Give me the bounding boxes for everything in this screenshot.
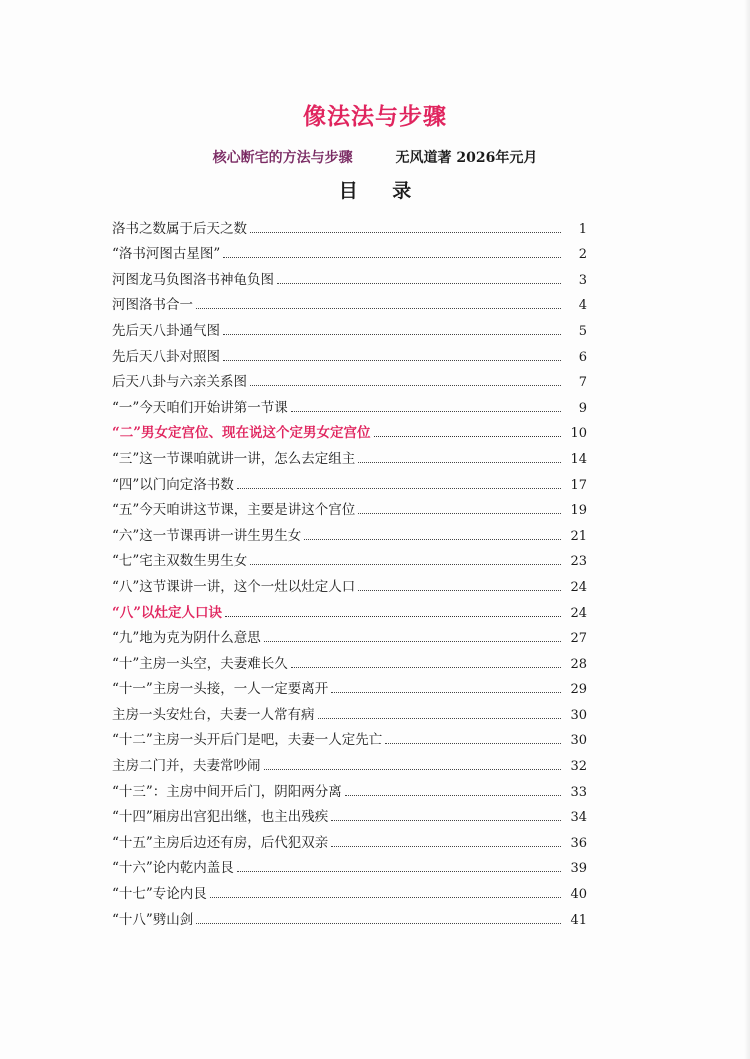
toc-leader-dots: [277, 283, 561, 284]
toc-entry-page-number: 24: [570, 579, 587, 595]
toc-entry-title: “九”地为克为阴什么意思: [112, 630, 261, 647]
toc-entry[interactable]: [112, 774, 587, 800]
toc-leader-dots: [250, 385, 561, 386]
toc-entry-title: “十四”厢房出宫犯出继，也主出残疾: [112, 809, 329, 826]
toc-leader-dots: [223, 257, 561, 258]
toc-heading: 目 录: [338, 180, 426, 202]
toc-leader-dots: [223, 334, 561, 335]
toc-entry-page-number: 4: [578, 298, 587, 314]
toc-entry-title: “十七”专论内艮: [112, 886, 207, 903]
toc-entry-page-number: 17: [570, 477, 587, 493]
toc-leader-dots: [264, 769, 562, 770]
toc-entry[interactable]: [112, 748, 587, 774]
toc-entry-title: “洛书河图古星图”: [112, 246, 221, 263]
toc-entry-page-number: 34: [570, 810, 587, 826]
toc-entry[interactable]: [112, 646, 587, 672]
toc-entry[interactable]: [112, 493, 587, 519]
toc-entry[interactable]: [112, 825, 587, 851]
toc-leader-dots: [331, 692, 561, 693]
toc-entry[interactable]: [112, 288, 587, 314]
table-of-contents: [112, 211, 587, 928]
toc-entry[interactable]: [112, 518, 587, 544]
toc-leader-dots: [196, 308, 561, 309]
toc-entry-title: 主房一头安灶台，夫妻一人常有病: [112, 706, 315, 723]
toc-entry-page-number: 24: [570, 605, 587, 621]
toc-entry-title: “三”这一节课咱就讲一讲，怎么去定组主: [112, 450, 356, 467]
toc-entry-title: “八”以灶定人口诀: [112, 604, 223, 621]
toc-entry-page-number: 33: [570, 784, 587, 800]
toc-entry-title: 洛书之数属于后天之数: [112, 220, 247, 237]
toc-leader-dots: [345, 795, 561, 796]
toc-entry-page-number: 5: [578, 323, 587, 339]
toc-entry-title: “十一”主房一头接，一人一定要离开: [112, 681, 329, 698]
toc-leader-dots: [304, 539, 561, 540]
toc-entry-title: 先后天八卦对照图: [112, 348, 220, 365]
toc-entry[interactable]: [112, 339, 587, 365]
toc-entry-title: “五”今天咱讲这节课，主要是讲这个宫位: [112, 502, 356, 519]
toc-entry-page-number: 9: [578, 400, 587, 416]
toc-leader-dots: [225, 616, 561, 617]
toc-entry[interactable]: [112, 313, 587, 339]
toc-leader-dots: [331, 846, 561, 847]
toc-entry-page-number: 39: [570, 861, 587, 877]
toc-entry-title: “十五”主房后边还有房，后代犯双亲: [112, 834, 329, 851]
toc-entry[interactable]: [112, 876, 587, 902]
toc-entry-page-number: 21: [570, 528, 587, 544]
document-title: 像法法与步骤: [303, 103, 447, 130]
toc-entry-title: 河图洛书合一: [112, 297, 193, 314]
toc-entry[interactable]: [112, 672, 587, 698]
toc-leader-dots: [331, 820, 561, 821]
toc-entry-title: 后天八卦与六亲关系图: [112, 374, 247, 391]
toc-leader-dots: [318, 718, 562, 719]
toc-entry[interactable]: [112, 416, 587, 442]
toc-entry[interactable]: [112, 595, 587, 621]
toc-entry[interactable]: [112, 800, 587, 826]
page-edge-shadow: [744, 0, 750, 1059]
toc-entry[interactable]: [112, 544, 587, 570]
toc-entry-page-number: 30: [570, 733, 587, 749]
toc-entry-page-number: 19: [570, 503, 587, 519]
toc-entry-title: “十六”论内乾内盖艮: [112, 860, 234, 877]
toc-entry[interactable]: [112, 902, 587, 928]
toc-leader-dots: [291, 411, 561, 412]
toc-entry-page-number: 1: [578, 221, 587, 237]
toc-entry-page-number: 27: [570, 631, 587, 647]
toc-leader-dots: [374, 436, 561, 437]
toc-entry[interactable]: [112, 697, 587, 723]
toc-entry[interactable]: [112, 723, 587, 749]
toc-entry-page-number: 7: [578, 375, 587, 391]
toc-entry-title: 先后天八卦通气图: [112, 322, 220, 339]
toc-entry-title: 主房二门并，夫妻常吵闹: [112, 758, 261, 775]
toc-entry[interactable]: [112, 467, 587, 493]
toc-leader-dots: [237, 488, 561, 489]
toc-entry-title: “十二”主房一头开后门是吧，夫妻一人定先亡: [112, 732, 383, 749]
toc-entry-title: “七”宅主双数生男生女: [112, 553, 248, 570]
toc-leader-dots: [358, 462, 561, 463]
toc-leader-dots: [210, 897, 561, 898]
document-subtitle: [0, 147, 750, 167]
toc-entry-title: “八”这节课讲一讲，这个一灶以灶定人口: [112, 578, 356, 595]
toc-entry-page-number: 23: [570, 554, 587, 570]
toc-entry-title: “四”以门向定洛书数: [112, 476, 234, 493]
toc-leader-dots: [385, 743, 561, 744]
toc-entry-page-number: 36: [570, 835, 587, 851]
toc-entry-page-number: 3: [578, 272, 587, 288]
toc-leader-dots: [358, 590, 561, 591]
toc-entry-page-number: 32: [570, 759, 587, 775]
subtitle-author-date: 无风道著 2026年元月: [395, 150, 538, 166]
toc-entry-page-number: 41: [570, 912, 587, 928]
toc-entry-title: “十”主房一头空，夫妻难长久: [112, 655, 288, 672]
toc-entry[interactable]: [112, 211, 587, 237]
toc-leader-dots: [358, 513, 561, 514]
toc-entry-page-number: 30: [570, 707, 587, 723]
toc-leader-dots: [250, 564, 561, 565]
toc-entry-page-number: 29: [570, 682, 587, 698]
toc-entry-title: “一”今天咱们开始讲第一节课: [112, 399, 288, 416]
toc-entry[interactable]: [112, 390, 587, 416]
toc-entry[interactable]: [112, 365, 587, 391]
toc-entry-page-number: 2: [578, 247, 587, 263]
toc-leader-dots: [291, 667, 561, 668]
toc-entry[interactable]: [112, 851, 587, 877]
toc-leader-dots: [196, 923, 561, 924]
toc-entry[interactable]: [112, 441, 587, 467]
toc-entry-page-number: 40: [570, 887, 587, 903]
toc-entry[interactable]: [112, 262, 587, 288]
toc-entry-page-number: 14: [570, 451, 587, 467]
toc-entry-page-number: 6: [578, 349, 587, 365]
toc-entry[interactable]: [112, 621, 587, 647]
toc-entry-title: “二”男女定宫位、现在说这个定男女定宫位: [112, 425, 371, 442]
toc-entry-page-number: 10: [570, 426, 587, 442]
toc-entry[interactable]: [112, 569, 587, 595]
toc-entry-title: 河图龙马负图洛书神龟负图: [112, 271, 274, 288]
toc-entry[interactable]: [112, 237, 587, 263]
toc-leader-dots: [264, 641, 561, 642]
toc-entry-page-number: 28: [570, 656, 587, 672]
toc-entry-title: “十八”劈山剑: [112, 911, 194, 928]
subtitle-topic: 核心断宅的方法与步骤: [212, 150, 353, 166]
toc-entry-title: “十三”：主房中间开后门，阴阳两分离: [112, 783, 342, 800]
toc-entry-title: “六”这一节课再讲一讲生男生女: [112, 527, 302, 544]
toc-leader-dots: [223, 360, 561, 361]
toc-leader-dots: [237, 871, 561, 872]
toc-leader-dots: [250, 232, 561, 233]
